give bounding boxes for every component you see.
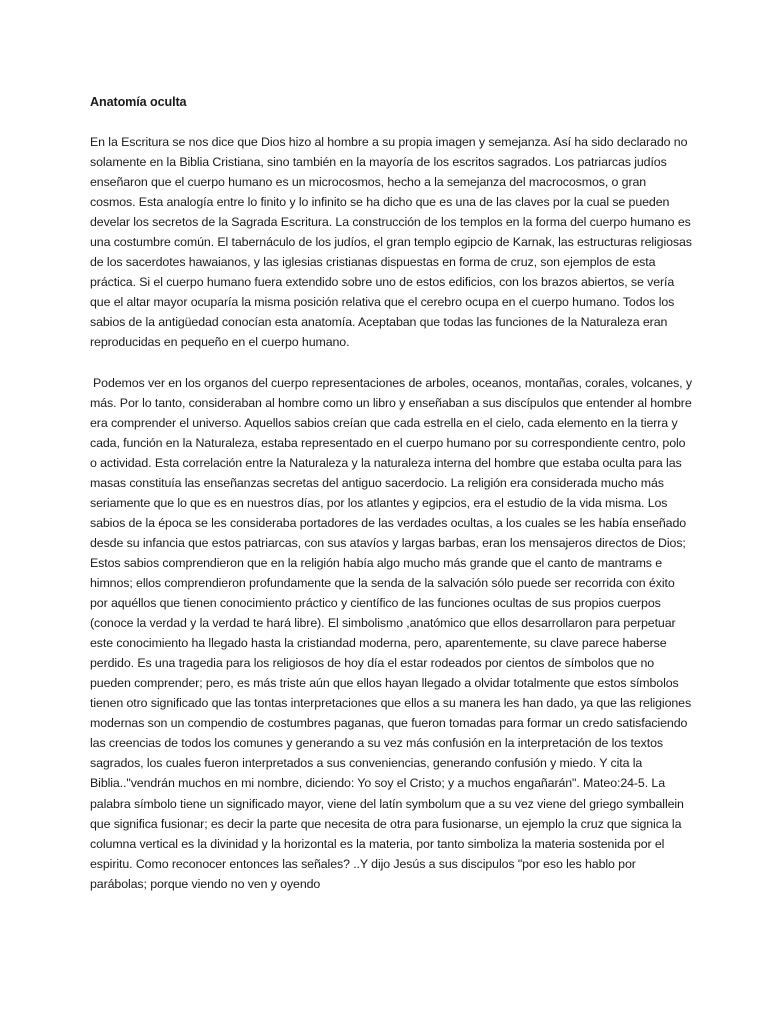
- paragraph-1: En la Escritura se nos dice que Dios hizo al hombre a su propia imagen y semejanza. Así ha sido declarado no solamente en la Biblia Cristiana, sino también en la mayoría de los escritos sagrados. Los patriarcas judíos enseñaron que el cuerpo humano es un microcosmos, hecho a la semejanza del macrocosmos, o gran cosmos. Esta analogía entre lo finito y lo infinito se ha dicho que es una de las claves por la cual se pueden develar los secretos de la Sagrada Escritura. La construcción de los templos en la forma del cuerpo humano es una costumbre común. El tabernáculo de los judíos, el gran templo egipcio de Karnak, las estructuras religiosas de los sacerdotes hawaianos, y las iglesias cristianas dispuestas en forma de cruz, son ejemplos de esta práctica. Si el cuerpo humano fuera extendido sobre uno de estos edificios, con los brazos abiertos, se vería que el altar mayor ocuparía la misma posición relativa que el cerebro ocupa en el cuerpo humano. Todos los sabios de la antigüedad conocían esta anatomía. Aceptaban que todas las funciones de la Naturaleza eran reproducidas en pequeño en el cuerpo humano.: [90, 135, 692, 350]
- document-page: [90, 92, 694, 914]
- paragraph-2: Podemos ver en los organos del cuerpo representaciones de arboles, oceanos, montañas, corales, volcanes, y más. Por lo tanto, consideraban al hombre como un libro y enseñaban a sus discípulos que entender al hombre era comprender el universo. Aquellos sabios creían que cada estrella en el cielo, cada elemento en la tierra y cada, función en la Naturaleza, estaba representado en el cuerpo humano por su correspondiente centro, polo o actividad. Esta correlación entre la Naturaleza y la naturaleza interna del hombre que estaba oculta para las masas constituía las enseñanzas secretas del antiguo sacerdocio. La religión era considerada mucho más seriamente que lo que es en nuestros días, por los atlantes y egipcios, era el estudio de la vida misma. Los sabios de la época se les consideraba portadores de las verdades ocultas, a los cuales se les había enseñado desde su infancia que estos patriarcas, con sus atavíos y largas barbas, eran los mensajeros directos de Dios; Estos sabios comprendieron que en la religión había algo mucho más grande que el canto de mantrams e himnos; ellos comprendieron profundamente que la senda de la salvación sólo puede ser recorrida con éxito por aquéllos que tienen conocimiento práctico y científico de las funciones ocultas de sus propios cuerpos (conoce la verdad y la verdad te hará libre). El simbolismo ,anatómico que ellos desarrollaron para perpetuar este conocimiento ha llegado hasta la cristiandad moderna, pero, aparentemente, su clave parece haberse perdido. Es una tragedia para los religiosos de hoy día el estar rodeados por cientos de símbolos que no pueden comprender; pero, es más triste aún que ellos hayan llegado a olvidar totalmente que estos símbolos tienen otro significado que las tontas interpretaciones que ellos a su manera les han dado, ya que las religiones modernas son un compendio de costumbres paganas, que fueron tomadas para formar un credo satisfaciendo las creencias de todos los comunes y generando a su vez más confusión en la interpretación de los textos sagrados, los cuales fueron interpretados a sus conveniencias, generando confusión y miedo. Y cita la Biblia.."vendrán muchos en mi nombre, diciendo: Yo soy el Cristo; y a muchos engañarán". Mateo:24-5. La palabra símbolo tiene un significado mayor, viene del latín symbolum que a su vez viene del griego symballein que significa fusionar; es decir la parte que necesita de otra para fusionarse, un ejemplo la cruz que signica la columna vertical es la divinidad y la horizontal es la materia, por tanto simboliza la materia sostenida por el espiritu. Como reconocer entonces las señales? ..Y dijo Jesús a sus discipulos "por eso les hablo por parábolas; porque viendo no ven y oyendo: [90, 375, 692, 891]
- document-title: Anatomía oculta: [90, 95, 187, 109]
